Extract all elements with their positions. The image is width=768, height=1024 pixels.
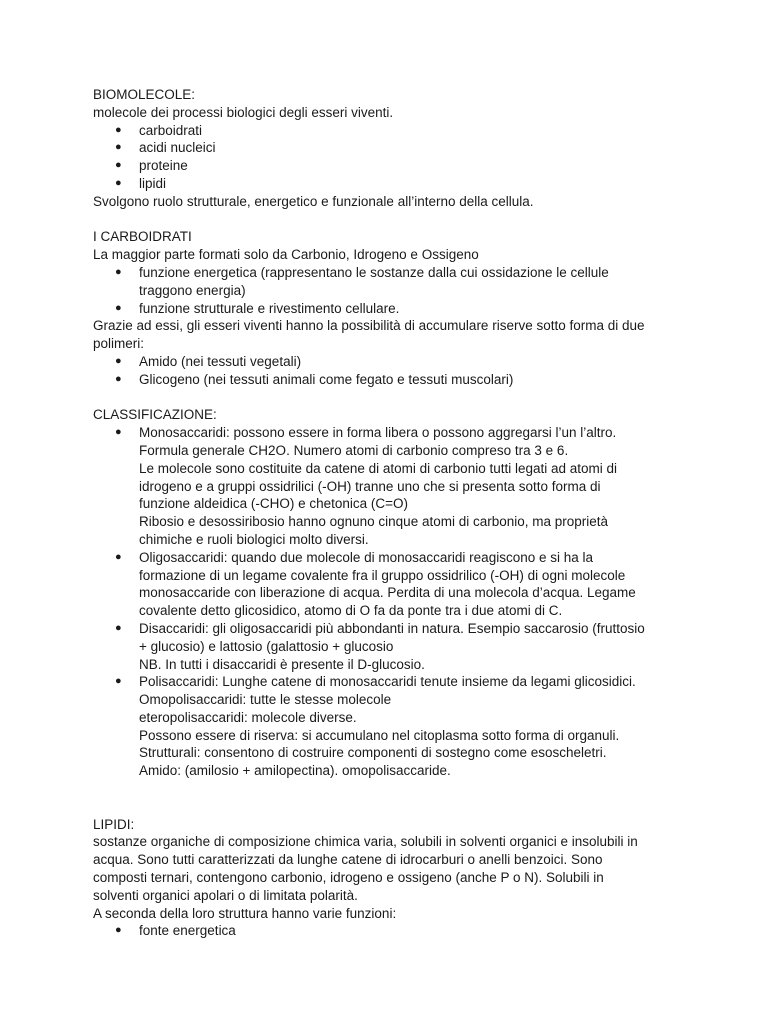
bullet-icon: ● — [115, 675, 122, 688]
section-heading-biomolecole: BIOMOLECOLE: — [93, 87, 196, 102]
list-item-oligosaccaridi: ● Oligosaccaridi: quando due molecole di monosaccaridi reagiscono e si ha la formazione di un legame covalente fra il gruppo ossidrilico (-OH) di ogni molecole monosaccaride con liberazione di acqua. Perdita di una molecola d’acqua. Legame covalente detto glicosidico, atomo di O fa da ponte tra i due atomi di C. — [115, 549, 636, 619]
bullet-icon: ● — [115, 621, 122, 634]
section-heading-classificazione: CLASSIFICAZIONE: — [93, 407, 217, 423]
lipidi-text: sostanze organiche di composizione chimica varia, solubili in solventi organici e insolubili in — [93, 834, 638, 850]
list-item: ● proteine — [115, 158, 188, 174]
section-heading-lipidi: LIPIDI: — [93, 816, 135, 832]
section-heading-carboidrati: I CARBOIDRATI — [93, 229, 192, 245]
biomolecole-summary: Svolgono ruolo strutturale, energetico e funzionale all’interno della cellula. — [93, 193, 534, 209]
bullet-icon: ● — [115, 372, 122, 385]
list-item: ● fonte energetica — [115, 923, 236, 939]
biomolecole-intro: molecole dei processi biologici degli esseri viventi. — [93, 104, 394, 120]
bullet-icon: ● — [115, 550, 122, 563]
classificazione-list — [93, 424, 693, 780]
list-item: ● Amido (nei tessuti vegetali) — [115, 353, 302, 369]
bullet-icon: ● — [115, 354, 122, 367]
list-item: ● Glicogeno (nei tessuti animali come fegato e tessuti muscolari) — [115, 371, 514, 387]
list-item: ● funzione energetica (rappresentano le sostanze dalla cui ossidazione le cellule traggono energia) — [115, 264, 609, 298]
list-item-polisaccaridi: ● Polisaccaridi: Lunghe catene di monosaccaridi tenute insieme da legami glicosidici. Omopolisaccaridi: tutte le stesse molecole eteropolisaccaridi: molecole diverse. Possono essere di riserva: si accumulano nel citoplasma sotto forma di organuli. Strutturali: consentono di costruire componenti di sostegno come esoscheletri. Amido: (amilosio + amilopectina). omopolisaccaride. — [115, 674, 636, 779]
bullet-icon: ● — [115, 141, 122, 154]
carboidrati-reserve-text: polimeri: — [93, 336, 145, 352]
carboidrati-reserve-text: Grazie ad essi, gli esseri viventi hanno la possibilità di accumulare riserve sotto forma di due — [93, 318, 645, 334]
spacer — [93, 211, 693, 229]
list-item: ● funzione strutturale e rivestimento cellulare. — [115, 300, 400, 316]
bullet-icon: ● — [115, 176, 122, 189]
list-item-monosaccaridi: ● Monosaccaridi: possono essere in forma libera o possono aggregarsi l’un l’altro. Formula generale CH2O. Numero atomi di carbonio compreso tra 3 e 6. Le molecole sono costituite da catene di atomi di carbonio tutti legati ad atomi di idrogeno e a gruppi ossidrilici (-OH) tranne uno che si presenta sotto forma di funzione aldeidica (-CHO) e chetonica (C=O) Ribosio e desossiribosio hanno ognuno cinque atomi di carbonio, ma proprietà chimiche e ruoli biologici molto diversi. — [115, 425, 618, 547]
carboidrati-polymers-list — [93, 353, 693, 389]
biomolecole-list — [93, 122, 693, 193]
lipidi-text: A seconda della loro struttura hanno varie funzioni: — [93, 905, 397, 921]
list-item: ● lipidi — [115, 175, 167, 191]
list-item: ● acidi nucleici — [115, 140, 216, 156]
carboidrati-functions-list — [93, 264, 693, 317]
bullet-icon: ● — [115, 301, 122, 314]
lipidi-list — [93, 922, 693, 940]
lipidi-text: solventi organici apolari o di limitata polarità. — [93, 887, 358, 903]
bullet-icon: ● — [115, 123, 122, 136]
spacer — [93, 780, 693, 816]
document-body — [93, 86, 693, 940]
lipidi-text: acqua. Sono tutti caratterizzati da lunghe catene di idrocarburi o anelli benzoici. Sono — [93, 852, 603, 868]
bullet-icon: ● — [115, 924, 122, 937]
bullet-icon: ● — [115, 426, 122, 439]
lipidi-text: composti ternari, contengono carbonio, idrogeno e ossigeno (anche P o N). Solubili in — [93, 870, 604, 886]
bullet-icon: ● — [115, 159, 122, 172]
spacer — [93, 389, 693, 407]
list-item-disaccaridi: ● Disaccaridi: gli oligosaccaridi più abbondanti in natura. Esempio saccarosio (fruttosio + glucosio) e lattosio (galattosio + glucosio NB. In tutti i disaccaridi è presente il D-glucosio. — [115, 620, 645, 672]
list-item: ● carboidrati — [115, 122, 203, 138]
bullet-icon: ● — [115, 265, 122, 278]
carboidrati-intro: La maggior parte formati solo da Carbonio, Idrogeno e Ossigeno — [93, 247, 479, 263]
